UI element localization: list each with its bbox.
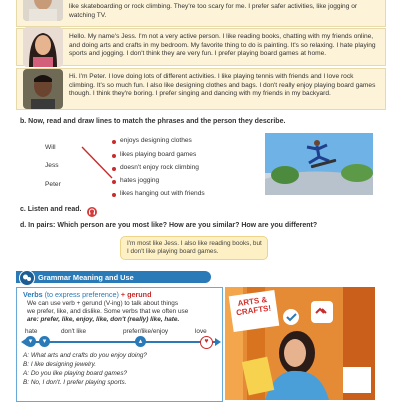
card-text-jess: Hello. My name's Jess. I'm not a very active person. I like reading books, chatting with my friends online, and doing arts and crafts in my bedroom. My favorite thing to do is painting. It's so relaxing. I hate playing sports and jogging. I don't think they are very fun. I prefer playing board games at home.	[69, 33, 376, 58]
audio-icon[interactable]	[87, 204, 97, 214]
thumb-down-icon: ▾	[39, 336, 50, 347]
thumbs-down-icon: ▾	[25, 336, 36, 347]
name-peter: Peter	[45, 181, 61, 188]
grammar-explain-3: are: prefer, like, enjoy, like, don't (really) like, hate.	[27, 316, 180, 323]
grammar-box	[16, 287, 223, 402]
phrase-2[interactable]: likes playing board games	[120, 151, 197, 158]
speech-bubble-text: I'm most like Jess. I also like reading books, but I don't like playing board games.	[127, 240, 262, 256]
scale-hate: hate	[25, 328, 38, 335]
preference-scale	[21, 336, 221, 348]
section-b-instruction: b. Now, read and draw lines to match the phrases and the person they describe.	[20, 118, 286, 125]
scale-love: love	[195, 328, 207, 335]
grammar-explain-2: we prefer, like, and dislike. Some verbs that we often use	[27, 308, 189, 315]
grammar-header	[16, 271, 211, 283]
heart-icon: ♥	[200, 336, 213, 349]
example-1: A: What arts and crafts do you enjoy doing?	[23, 352, 147, 359]
example-4: B: No, I don't. I prefer playing sports.	[23, 379, 127, 386]
photo-sign: ARTS & CRAFTS!	[235, 295, 272, 318]
subhead-verbs: Verbs	[23, 290, 43, 299]
grammar-subhead	[23, 290, 151, 299]
subhead-gerund: + gerund	[120, 290, 152, 299]
skateboard-photo	[265, 133, 373, 195]
example-3: A: Do you like playing board games?	[23, 370, 128, 377]
subhead-preference: (to express preference)	[44, 290, 119, 299]
thumb-up-icon: ▴	[135, 336, 146, 347]
card-text-will: like skateboarding or rock climbing. They're too scary for me. I prefer safer activities, like jogging or watching TV.	[69, 3, 358, 19]
arts-crafts-photo	[225, 287, 375, 400]
section-c-instruction: c. Listen and read.	[20, 206, 82, 213]
grammar-title: Grammar Meaning and Use	[38, 273, 134, 282]
example-2: B: I like designing jewelry.	[23, 361, 97, 368]
scale-prefer-like-enjoy: prefer/like/enjoy	[123, 328, 169, 335]
phrase-4[interactable]: hates jogging	[120, 177, 160, 184]
scale-dont-like: don't like	[61, 328, 87, 335]
grammar-explain-1: We can use verb + gerund (V-ing) to talk about things	[27, 300, 179, 307]
name-will: Will	[45, 144, 56, 151]
phrase-5[interactable]: likes hanging out with friends	[120, 190, 205, 197]
phrase-1[interactable]: enjoys designing clothes	[120, 137, 192, 144]
name-jess: Jess	[45, 162, 59, 169]
grammar-icon	[19, 270, 35, 286]
section-d-instruction: d. In pairs: Which person are you most like? How are you similar? How are you different?	[20, 222, 318, 229]
phrase-3[interactable]: doesn't enjoy rock climbing	[120, 164, 199, 171]
speech-bubble	[120, 236, 268, 260]
card-text-peter: Hi. I'm Peter. I love doing lots of different activities. I like playing tennis with friends and I love rock climbing. It's so much fun. I also like designing clothes and bags. I don't really enjoy playing board games though. I think they're boring. I prefer singing and dancing with my friends in my backyard.	[69, 73, 376, 98]
